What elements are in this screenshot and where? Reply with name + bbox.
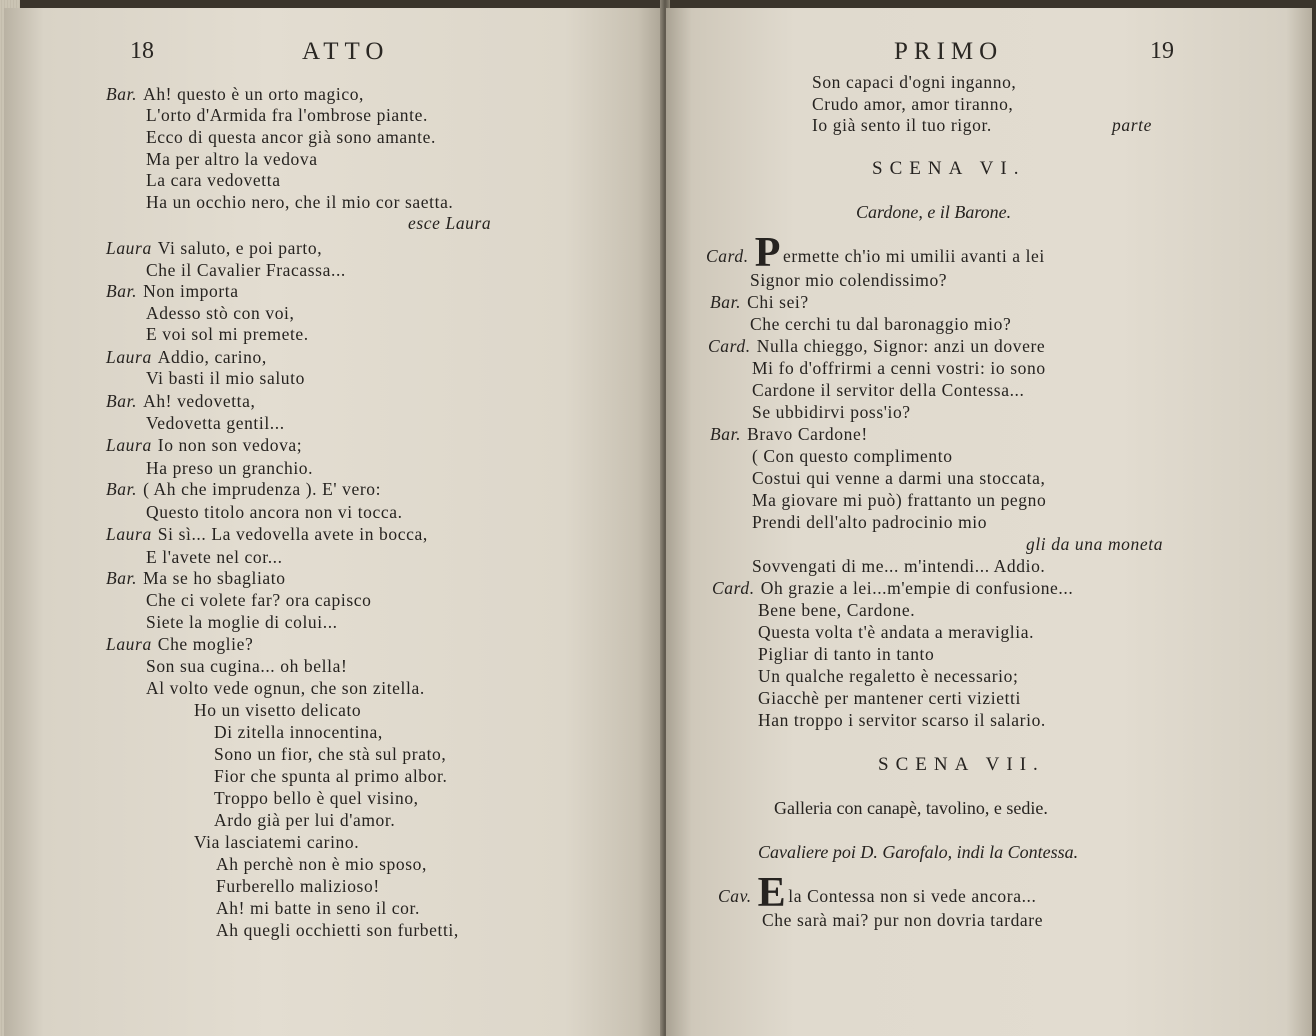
verse-line: ( Con questo complimento — [752, 446, 953, 466]
verse-line: Ma giovare mi può) frattanto un pegno — [752, 490, 1047, 510]
verse-line: Se ubbidirvi poss'io? — [752, 402, 911, 422]
verse-line: Troppo bello è quel visino, — [214, 788, 419, 808]
verse-line: Bar. Bravo Cardone! — [710, 424, 868, 444]
verse-line: Cav. E la Contessa non si vede ancora... — [718, 870, 1037, 916]
verse-line: Fior che spunta al primo albor. — [214, 766, 448, 786]
verse-line: Questa volta t'è andata a meraviglia. — [758, 622, 1035, 642]
verse-line: Han troppo i servitor scarso il salario. — [758, 710, 1046, 730]
verse-line: Cardone il servitor della Contessa... — [752, 380, 1025, 400]
stage-direction: parte — [1112, 115, 1152, 135]
verse-line: Adesso stò con voi, — [146, 303, 295, 323]
verse-line: Un qualche regaletto è necessario; — [758, 666, 1019, 686]
verse-line: Ho un visetto delicato — [194, 700, 362, 720]
verse-line: Via lasciatemi carino. — [194, 832, 360, 852]
verse-line: Bar. Ah! questo è un orto magico, — [106, 84, 365, 104]
verse-line: Bar. Chi sei? — [710, 292, 809, 312]
scene-cast: Cardone, e il Barone. — [856, 202, 1012, 222]
verse-line: E l'avete nel cor... — [146, 547, 283, 567]
verse-line: Bar. Ma se ho sbagliato — [106, 568, 286, 588]
stage-direction: esce Laura — [408, 213, 492, 233]
verse-line: Questo titolo ancora non vi tocca. — [146, 502, 403, 522]
verse-line: Che sarà mai? pur non dovria tardare — [762, 910, 1044, 930]
stage-direction: gli da una moneta — [1026, 534, 1164, 554]
verse-line: Ah perchè non è mio sposo, — [216, 854, 427, 874]
drop-cap: E — [757, 870, 787, 916]
scene-cast: Cavaliere poi D. Garofalo, indi la Contessa. — [758, 842, 1079, 862]
verse-line: Furberello malizioso! — [216, 876, 380, 896]
verse-line: Card. Nulla chieggo, Signor: anzi un dovere — [708, 336, 1046, 356]
drop-cap: P — [754, 230, 781, 276]
page-number: 19 — [1150, 38, 1174, 64]
scene-title: SCENA VI. — [872, 158, 1026, 179]
verse-line: E voi sol mi premete. — [146, 324, 309, 344]
verse-line: Vi basti il mio saluto — [146, 368, 305, 388]
verse-line: Ha un occhio nero, che il mio cor saetta. — [146, 192, 454, 212]
page-number: 18 — [130, 38, 154, 64]
verse-line: Mi fo d'offrirmi a cenni vostri: io sono — [752, 358, 1046, 378]
scene-title: SCENA VII. — [878, 754, 1045, 775]
verse-line: Laura Vi saluto, e poi parto, — [106, 238, 323, 258]
right-page — [666, 8, 1312, 1036]
verse-line: Ah quegli occhietti son furbetti, — [216, 920, 459, 940]
verse-line: Sono un fior, che stà sul prato, — [214, 744, 447, 764]
verse-line: Ecco di questa ancor già sono amante. — [146, 127, 436, 147]
left-page — [4, 8, 664, 1036]
verse-line: Signor mio colendissimo? — [750, 270, 948, 290]
verse-line: Laura Che moglie? — [106, 634, 254, 654]
scene-setting: Galleria con canapè, tavolino, e sedie. — [774, 798, 1048, 818]
verse-line: Giacchè per mantener certi vizietti — [758, 688, 1021, 708]
verse-line: Son sua cugina... oh bella! — [146, 656, 348, 676]
verse-line: Bar. Non importa — [106, 281, 239, 301]
verse-line: Laura Io non son vedova; — [106, 435, 303, 455]
verse-line: Ardo già per lui d'amor. — [214, 810, 396, 830]
verse-line: Bene bene, Cardone. — [758, 600, 916, 620]
verse-line: La cara vedovetta — [146, 170, 281, 190]
verse-line: Sovvengati di me... m'intendi... Addio. — [752, 556, 1046, 576]
running-header: ATTO — [302, 38, 390, 65]
verse-line: Vedovetta gentil... — [146, 413, 285, 433]
verse-line: Ah! mi batte in seno il cor. — [216, 898, 420, 918]
verse-line: Ha preso un granchio. — [146, 458, 314, 478]
verse-line: Prendi dell'alto padrocinio mio — [752, 512, 988, 532]
verse-line: Costui qui venne a darmi una stoccata, — [752, 468, 1046, 488]
verse-line: Ma per altro la vedova — [146, 149, 318, 169]
verse-line: Card. Oh grazie a lei...m'empie di confusione... — [712, 578, 1074, 598]
verse-line: Che il Cavalier Fracassa... — [146, 260, 346, 280]
verse-line: Crudo amor, amor tiranno, — [812, 94, 1014, 114]
running-header: PRIMO — [894, 38, 1004, 65]
verse-line: Bar. Ah! vedovetta, — [106, 391, 256, 411]
verse-line: Son capaci d'ogni inganno, — [812, 72, 1017, 92]
verse-line: Io già sento il tuo rigor. — [812, 115, 992, 135]
verse-line: Pigliar di tanto in tanto — [758, 644, 935, 664]
verse-line: Di zitella innocentina, — [214, 722, 383, 742]
verse-line: Che cerchi tu dal baronaggio mio? — [750, 314, 1012, 334]
verse-line: Siete la moglie di colui... — [146, 612, 338, 632]
verse-line: Bar. ( Ah che imprudenza ). E' vero: — [106, 479, 382, 499]
verse-line: Card. P ermette ch'io mi umilii avanti a lei — [706, 230, 1045, 276]
verse-line: Al volto vede ognun, che son zitella. — [146, 678, 425, 698]
verse-line: Laura Addio, carino, — [106, 347, 267, 367]
verse-line: Laura Si sì... La vedovella avete in bocca, — [106, 524, 428, 544]
verse-line: L'orto d'Armida fra l'ombrose piante. — [146, 105, 428, 125]
verse-line: Che ci volete far? ora capisco — [146, 590, 372, 610]
